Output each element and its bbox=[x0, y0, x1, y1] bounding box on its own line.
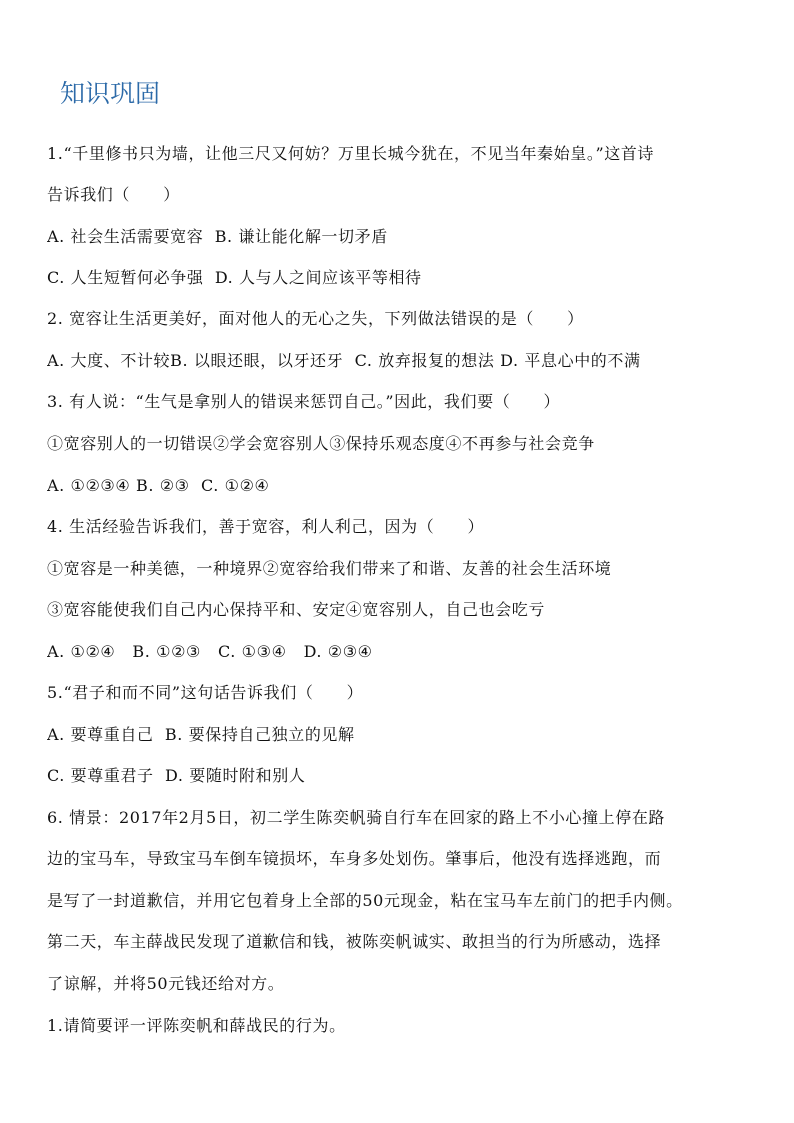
q3-statements: ①宽容别人的一切错误②学会宽容别人③保持乐观态度④不再参与社会竞争 bbox=[47, 434, 595, 453]
q5-stem: 5.“君子和而不同”这句话告诉我们（ ） bbox=[47, 683, 364, 702]
q1-options-ab: A. 社会生活需要宽容 B. 谦让能化解一切矛盾 bbox=[47, 227, 388, 246]
q4-statements-2: ③宽容能使我们自己内心保持平和、安定④宽容别人，自己也会吃亏 bbox=[47, 600, 546, 619]
q1-stem-line-2: 告诉我们（ ） bbox=[47, 185, 180, 204]
q6-scenario-line-4: 第二天，车主薛战民发现了道歉信和钱，被陈奕帆诚实、敢担当的行为所感动，选择 bbox=[47, 932, 662, 951]
q1-options-cd: C. 人生短暂何必争强 D. 人与人之间应该平等相待 bbox=[47, 268, 422, 287]
q6-subquestion-1: 1.请简要评一评陈奕帆和薛战民的行为。 bbox=[47, 1016, 346, 1035]
q2-options: A. 大度、不计较B. 以眼还眼，以牙还牙 C. 放弃报复的想法 D. 平息心中的不满 bbox=[47, 351, 641, 370]
q6-scenario-line-5: 了谅解，并将50元钱还给对方。 bbox=[47, 974, 285, 993]
q3-options: A. ①②③④ B. ②③ C. ①②④ bbox=[47, 476, 270, 495]
q2-stem: 2. 宽容让生活更美好，面对他人的无心之失，下列做法错误的是（ ） bbox=[47, 309, 584, 328]
q6-scenario-line-2: 边的宝马车，导致宝马车倒车镜损坏，车身多处划伤。肇事后，他没有选择逃跑，而 bbox=[47, 849, 662, 868]
q1-stem-line-1: 1.“千里修书只为墙，让他三尺又何妨？万里长城今犹在，不见当年秦始皇。”这首诗 bbox=[47, 144, 655, 163]
q5-options-cd: C. 要尊重君子 D. 要随时附和别人 bbox=[47, 766, 306, 785]
q3-stem: 3. 有人说：“生气是拿别人的错误来惩罚自己。”因此，我们要（ ） bbox=[47, 392, 561, 411]
q6-scenario-line-1: 6. 情景：2017年2月5日，初二学生陈奕帆骑自行车在回家的路上不小心撞上停在路 bbox=[47, 808, 666, 827]
q4-options: A. ①②④ B. ①②③ C. ①③④ D. ②③④ bbox=[47, 642, 373, 661]
q4-statements-1: ①宽容是一种美德，一种境界②宽容给我们带来了和谐、友善的社会生活环境 bbox=[47, 559, 612, 578]
q6-scenario-line-3: 是写了一封道歉信，并用它包着身上全部的50元现金，粘在宝马车左前门的把手内侧。 bbox=[47, 891, 683, 910]
section-heading: 知识巩固 bbox=[60, 79, 161, 108]
q4-stem: 4. 生活经验告诉我们，善于宽容，利人利己，因为（ ） bbox=[47, 517, 485, 536]
q5-options-ab: A. 要尊重自己 B. 要保持自己独立的见解 bbox=[47, 725, 355, 744]
